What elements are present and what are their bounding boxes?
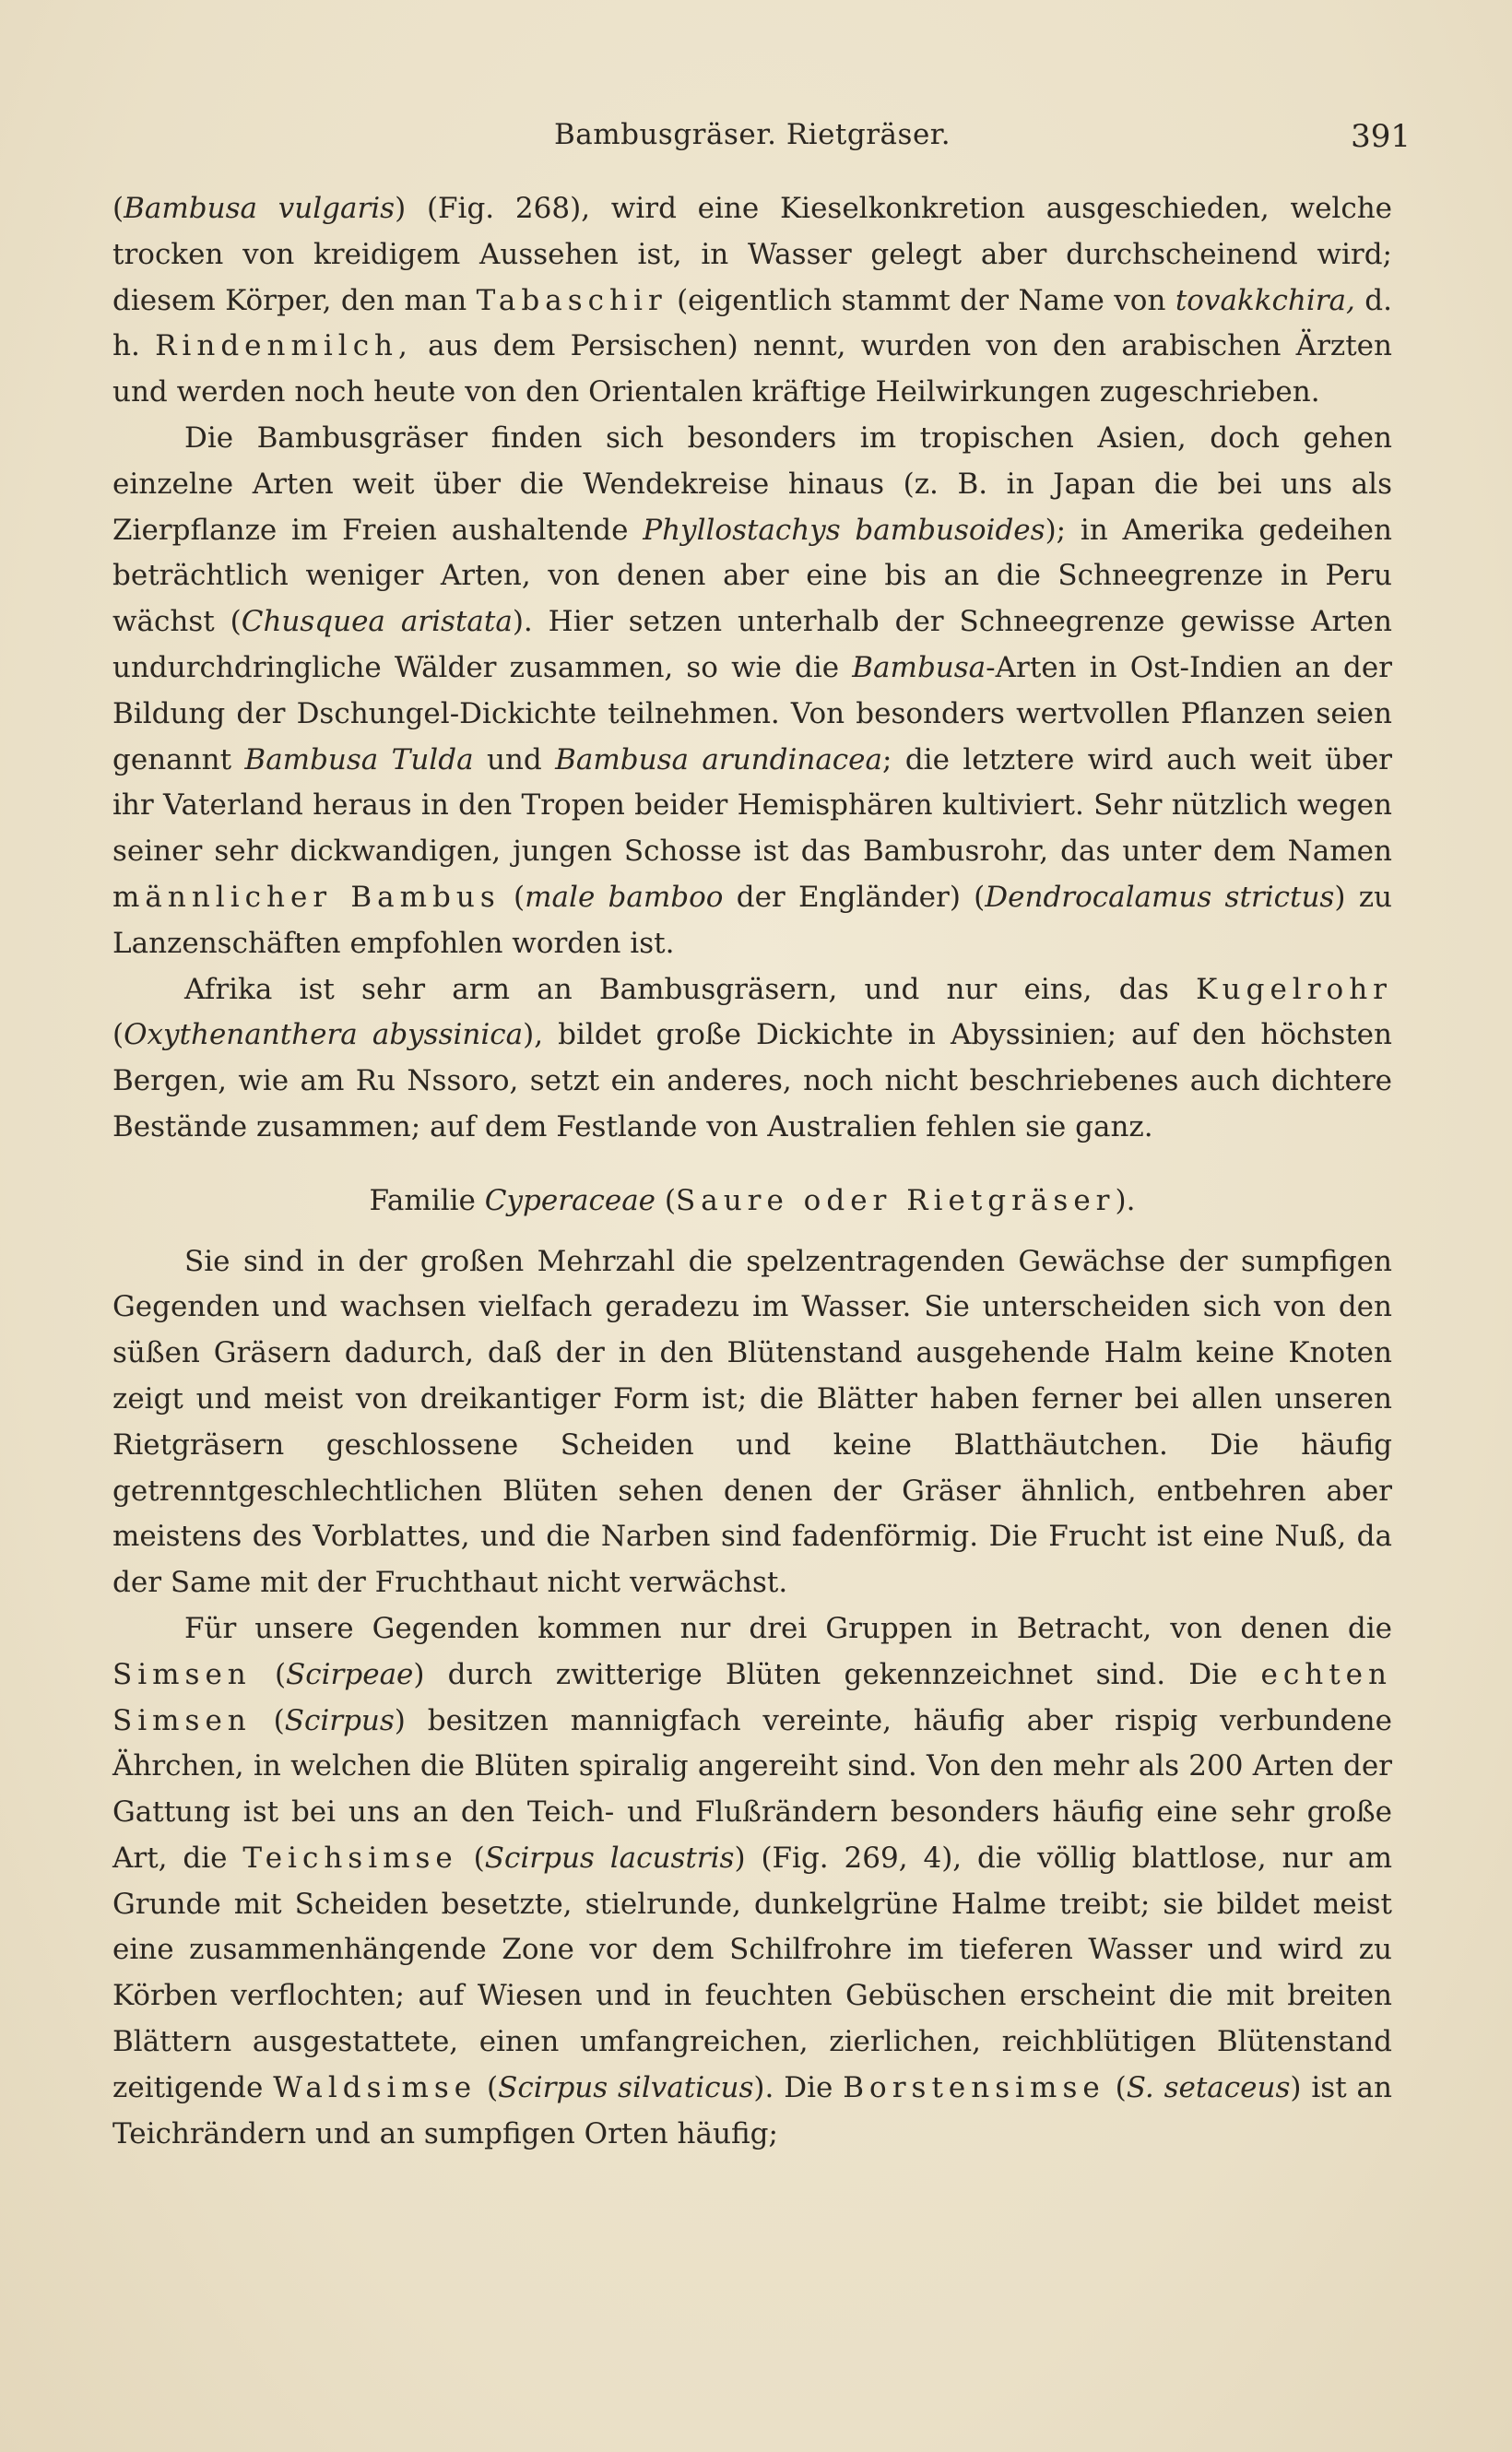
taxon-name: S. setaceus <box>1126 2070 1291 2104</box>
text-run: d. h. <box>112 283 1393 363</box>
taxon-name: Scirpeae <box>286 1657 414 1691</box>
taxon-name: Phyllostachys bambusoides <box>643 513 1045 547</box>
running-title: Bambusgräser. Rietgräser. <box>553 118 951 151</box>
taxon-name: Dendrocalamus strictus <box>985 880 1335 914</box>
paragraph-cyperaceae <box>112 1239 1392 1606</box>
text-run: ), bildet große Dickichte in Abyssinien; auf den höchsten Bergen, wie am Ru Nssoro, setzt ein anderes, noch nicht beschriebenes auch dichtere Bestände zusammen; auf dem Festlande von Australien fehlen sie ganz. <box>112 1018 1392 1143</box>
text-run: ( <box>112 1018 124 1052</box>
emphasized-term: Teichsimse <box>242 1841 458 1875</box>
paragraph-tabaschir <box>112 186 1392 416</box>
text-run: ) durch zwitterige Blüten gekennzeichnet sind. Die <box>413 1657 1261 1691</box>
text-run: ). Hier setzen unterhalb der Schneegrenze gewisse Arten undurchdringliche Wälder zusammen, so wie die <box>112 605 1392 684</box>
text-run: ( <box>112 192 124 225</box>
text-run: ( <box>477 2070 499 2104</box>
foreign-term: male bamboo <box>525 880 724 914</box>
taxon-name: Scirpus lacustris <box>484 1841 735 1875</box>
paragraph-africa <box>112 967 1392 1151</box>
text-run: und <box>473 742 556 776</box>
taxon-name: Scirpus <box>284 1703 395 1737</box>
text-run: ( <box>457 1841 485 1875</box>
text-run: Die Bambusgräser finden sich besonders im tropischen Asien, doch gehen einzelne Arten weit über die Wendekreise hinaus (z. B. in Japan die bei uns als Zierpflanze im Freien aushaltende <box>112 421 1392 547</box>
taxon-name: Bambusa Tulda <box>244 742 474 776</box>
text-run: der Engländer) ( <box>723 880 986 914</box>
text-run: Afrika ist sehr arm an Bambusgräsern, und nur eins, das <box>184 972 1197 1006</box>
paragraph-distribution <box>112 416 1392 967</box>
taxon-name: Bambusa arundinacea <box>555 742 882 776</box>
text-run: ); in Amerika gedeihen beträchtlich weniger Arten, von denen aber eine bis an die Schneegrenze in Peru wächst ( <box>112 513 1392 639</box>
emphasized-term: männlicher Bambus <box>112 880 501 914</box>
taxon-name: Scirpus silvaticus <box>498 2070 754 2104</box>
foreign-term: tovakkchira, <box>1175 283 1355 317</box>
text-run: aus dem Persischen) nennt, wurden von den arabischen Ärzten und werden noch heute von den Orientalen kräftige Heilwirkungen zugeschrieben. <box>112 329 1392 409</box>
taxon-name: Chusquea aristata <box>241 605 513 639</box>
text-run: ( <box>251 1703 285 1737</box>
text-run: ) (Fig. 268), wird eine Kieselkonkretion ausgeschieden, welche trocken von kreidigem Aussehen ist, in Wasser gelegt aber durchscheinend wird; diesem Körper, den man <box>112 192 1392 317</box>
text-run: ) ist an Teichrändern und an sumpfigen Orten häufig; <box>112 2070 1392 2150</box>
text-run: (eigentlich stammt der Name von <box>667 283 1175 317</box>
taxon-name: Oxythenanthera abyssinica <box>124 1018 524 1052</box>
text-run: ). Die <box>753 2070 844 2104</box>
emphasized-term: Kugelrohr <box>1196 972 1392 1006</box>
emphasized-term: Borstensimse <box>843 2070 1105 2104</box>
section-heading <box>112 1179 1392 1225</box>
paragraph-simsen <box>112 1606 1392 2158</box>
taxon-name: Bambusa vulgaris <box>124 192 396 225</box>
text-run: Familie <box>369 1183 485 1217</box>
text-run: ) zu Lanzenschäften empfohlen worden ist. <box>112 880 1393 960</box>
emphasized-term: Rindenmilch, <box>155 329 413 363</box>
text-run: ( <box>500 880 526 914</box>
text-run: ) (Fig. 269, 4), die völlig blattlose, nur am Grunde mit Scheiden besetzte, stielrunde, dunkelgrüne Halme treibt; sie bildet meist eine zusammenhängende Zone vor dem Schilfrohre im tieferen Wasser und wird zu Körben verflochten; auf Wiesen und in feuchten Gebüschen erscheint die mit breiten Blättern ausgestattete, einen umfangreichen, zierlichen, reichblütigen Blütenstand zeitigende <box>112 1841 1392 2104</box>
text-run: ( <box>656 1183 676 1217</box>
text-run: ) besitzen mannigfach vereinte, häufig aber rispig verbundene Ährchen, in welchen die Blüten spiralig angereiht sind. Von den mehr als 200 Arten der Gattung ist bei uns an den Teich- und Flußrändern besonders häufig eine sehr große Art, die <box>112 1703 1392 1875</box>
text-run: -Arten in Ost-Indien an der Bildung der Dschungel-Dickichte teilnehmen. Von besonders wertvollen Pflanzen seien genannt <box>112 650 1392 776</box>
emphasized-term: Simsen <box>112 1657 252 1691</box>
page-number: 391 <box>1351 118 1411 155</box>
emphasized-term: Saure oder Rietgräser <box>675 1183 1116 1217</box>
text-run: ). <box>1115 1183 1136 1217</box>
emphasized-term: echten Simsen <box>112 1657 1392 1737</box>
taxon-name: Cyperaceae <box>484 1183 656 1217</box>
text-run: ( <box>1104 2070 1127 2104</box>
running-head <box>112 111 1411 166</box>
text-run: Sie sind in der großen Mehrzahl die spelzentragenden Gewächse der sumpfigen Gegenden und wachsen vielfach geradezu im Wasser. Sie unterscheiden sich von den süßen Gräsern dadurch, daß der in den Blütenstand ausgehende Halm keine Knoten zeigt und meist von dreikantiger Form ist; die Blätter haben ferner bei allen unseren Rietgräsern geschlossene Scheiden und keine Blatthäutchen. Die häufig getrenntgeschlechtlichen Blüten sehen denen der Gräser ähnlich, entbehren aber meistens des Vorblattes, und die Narben sind fadenförmig. Die Frucht ist eine Nuß, da der Same mit der Fruchthaut nicht verwächst. <box>112 1244 1392 1600</box>
body-text <box>112 186 1392 2157</box>
text-run: ( <box>251 1657 287 1691</box>
text-run: Für unsere Gegenden kommen nur drei Gruppen in Betracht, von denen die <box>184 1611 1392 1645</box>
text-run: ; die letztere wird auch weit über ihr Vaterland heraus in den Tropen beider Hemisphären kultiviert. Sehr nützlich wegen seiner sehr dickwandigen, jungen Schosse ist das Bambusrohr, das unter dem Namen <box>112 742 1393 869</box>
emphasized-term: Tabaschir <box>476 283 667 317</box>
emphasized-term: Waldsimse <box>273 2070 478 2104</box>
taxon-name: Bambusa <box>852 650 986 684</box>
